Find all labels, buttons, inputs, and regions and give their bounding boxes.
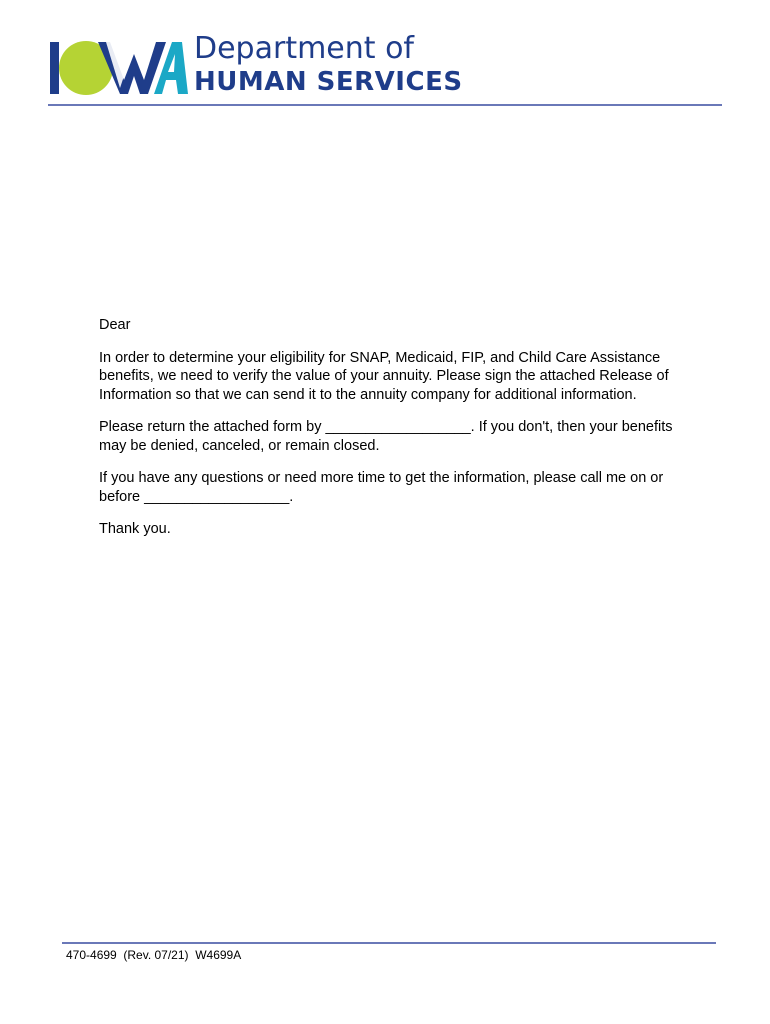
logo-letter-i: [50, 42, 59, 94]
letter-paragraph-questions: If you have any questions or need more time to get the information, please call me on or before __________________.: [99, 470, 664, 505]
footer-divider: [62, 942, 716, 944]
letter-body: [99, 316, 679, 553]
agency-name-line2: HUMAN SERVICES: [194, 67, 463, 97]
header-divider: [48, 104, 722, 106]
form-id: 470-4699 (Rev. 07/21) W4699A: [66, 948, 242, 962]
agency-name: [194, 32, 514, 98]
letterhead: [0, 0, 770, 110]
letter-greeting: Dear: [99, 317, 131, 333]
agency-name-line1: Department of: [194, 31, 414, 66]
iowa-logo: [48, 36, 188, 100]
letter-closing: Thank you.: [99, 521, 171, 537]
letter-paragraph-eligibility: In order to determine your eligibility for SNAP, Medicaid, FIP, and Child Care Assistance benefits, we need to verify the value of your annuity. Please sign the attached Release of Information so that we can send it to the annuity company for additional information.: [99, 349, 669, 403]
letter-paragraph-return-date: Please return the attached form by __________________. If you don't, then your benefits may be denied, canceled, or remain closed.: [99, 419, 673, 454]
